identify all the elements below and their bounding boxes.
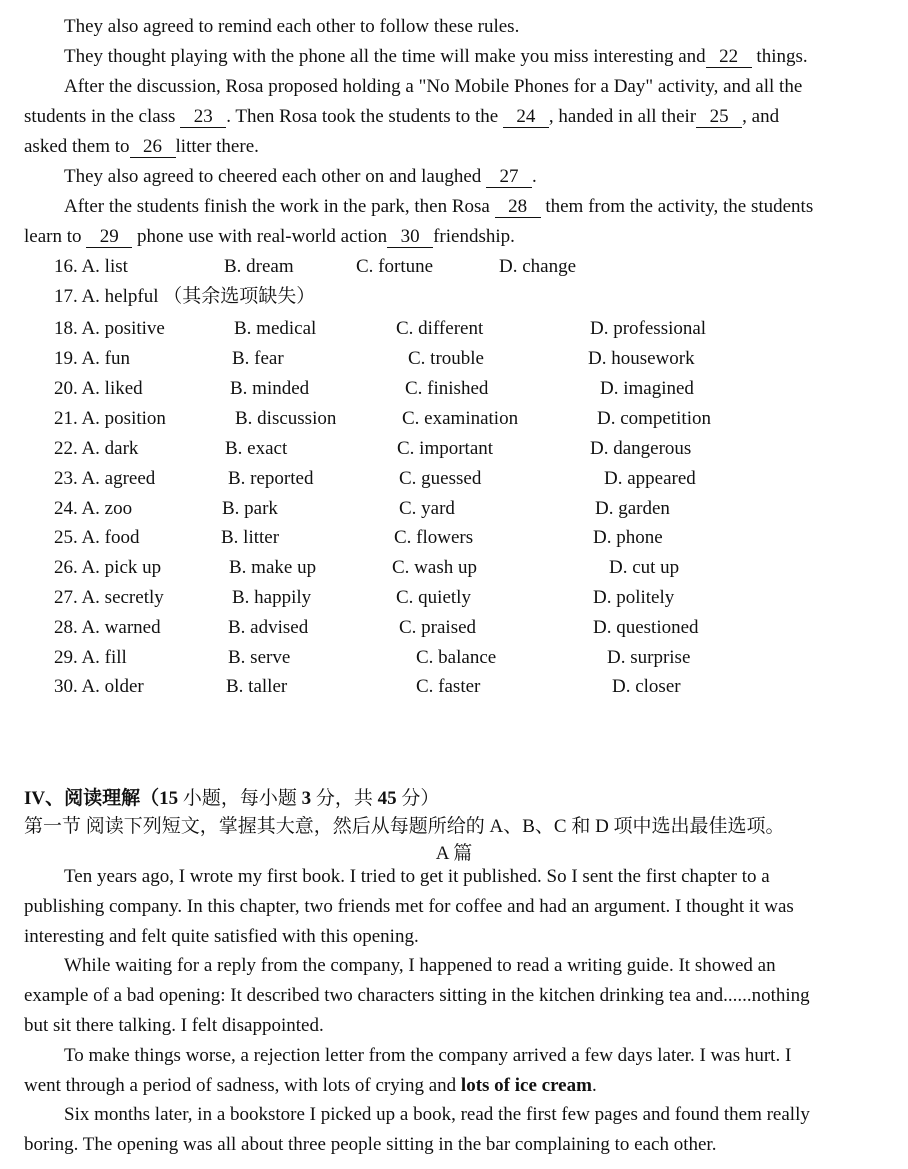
option-c: C. flowers — [394, 527, 474, 548]
option-row — [54, 494, 854, 524]
option-question: 22. A. dark — [54, 438, 139, 459]
reading-text: Ten years ago, I wrote my first book. I tried to get it published. So I sent the first chapter to a — [64, 866, 770, 887]
reading-line — [64, 862, 892, 892]
option-b: B. dream — [224, 256, 294, 277]
passage-text: things. — [751, 46, 808, 67]
passage-text: After the students finish the work in the park, then Rosa — [64, 196, 495, 217]
option-c: C. fortune — [356, 256, 434, 277]
reading-text: interesting and felt quite satisfied with this opening. — [24, 925, 419, 947]
reading-line — [24, 922, 892, 952]
passage-line-2 — [64, 42, 892, 72]
option-d: D. politely — [593, 587, 675, 608]
option-b: B. make up — [229, 557, 317, 578]
option-b: B. fear — [232, 348, 284, 369]
passage-text: , and — [742, 106, 780, 127]
passage-text: . Then Rosa took the students to the — [226, 106, 503, 127]
reading-line — [24, 1130, 892, 1160]
section-title-part: IV、阅读理解（ — [24, 788, 160, 809]
passage-line-4 — [24, 102, 892, 132]
option-row — [54, 374, 854, 404]
option-b: B. discussion — [235, 408, 337, 429]
option-b: B. medical — [234, 318, 317, 339]
option-c: C. balance — [416, 647, 497, 668]
section-title-part: 3 — [301, 788, 312, 809]
option-row — [54, 583, 854, 613]
reading-line — [24, 892, 892, 922]
passage-text: , handed in all their — [548, 106, 697, 127]
passage-text: learn to — [24, 226, 87, 247]
passage-text: After the discussion, Rosa proposed holding a "No Mobile Phones for a Day" activity, and all the — [64, 76, 803, 97]
option-d: D. surprise — [607, 647, 691, 668]
option-c: C. guessed — [399, 468, 482, 489]
option-d: D. imagined — [600, 378, 694, 399]
blank-30: 30 — [387, 227, 433, 248]
passage-text: them from the activity, the students — [540, 196, 814, 217]
option-row — [54, 314, 854, 344]
option-b: B. minded — [230, 378, 310, 399]
option-row — [54, 252, 854, 282]
option-row — [54, 613, 854, 643]
reading-text: Six months later, in a bookstore I picked up a book, read the first few pages and found them really — [64, 1104, 810, 1126]
reading-text: To make things worse, a rejection letter from the company arrived a few days later. I was hurt. I — [64, 1044, 792, 1066]
section-title-part: 45 — [377, 788, 397, 809]
option-row — [54, 553, 854, 583]
option-c: C. faster — [416, 676, 481, 697]
option-question: 23. A. agreed — [54, 468, 156, 489]
passage-text: . — [532, 166, 537, 187]
option-c: C. important — [397, 438, 494, 459]
section-title-part: 小题，每小题 — [178, 788, 302, 809]
blank-23: 23 — [180, 107, 226, 128]
option-b: B. taller — [226, 676, 288, 697]
part-title: A 篇 — [435, 843, 473, 864]
passage-line-5 — [24, 132, 892, 162]
option-d: D. cut up — [609, 557, 680, 578]
option-d: D. appeared — [604, 468, 696, 489]
option-d: D. garden — [595, 498, 670, 519]
blank-24: 24 — [503, 107, 549, 128]
option-b: B. litter — [221, 527, 280, 548]
option-b: B. serve — [228, 647, 291, 668]
blank-27: 27 — [486, 167, 532, 188]
option-question: 30. A. older — [54, 676, 144, 697]
option-question: 20. A. liked — [54, 378, 143, 399]
section-instruction: 第一节 阅读下列短文，掌握其大意，然后从每题所给的 A、B、C 和 D 项中选出最佳选项。 — [24, 816, 785, 837]
reading-text: While waiting for a reply from the company, I happened to read a writing guide. It showed an — [64, 955, 776, 977]
passage-text: friendship. — [433, 226, 515, 247]
passage-text: They also agreed to cheered each other on and laughed — [64, 166, 487, 187]
option-c: C. quietly — [396, 587, 471, 608]
option-row — [54, 643, 854, 673]
option-d: D. competition — [597, 408, 711, 429]
section-title — [24, 784, 892, 814]
option-b: B. exact — [225, 438, 288, 459]
option-row — [54, 404, 854, 434]
blank-28: 28 — [495, 197, 541, 218]
option-d: D. professional — [590, 318, 707, 339]
option-d: D. change — [499, 256, 577, 277]
passage-line-8 — [24, 222, 892, 252]
passage-line-6 — [64, 162, 892, 192]
blank-26: 26 — [130, 137, 176, 158]
option-c: C. examination — [402, 408, 519, 429]
option-c: C. different — [396, 318, 484, 339]
reading-line — [64, 1100, 892, 1130]
passage-text: students in the class — [24, 106, 181, 127]
reading-text: . — [591, 1074, 597, 1096]
option-question: 27. A. secretly — [54, 587, 164, 608]
option-d: D. phone — [593, 527, 663, 548]
reading-line — [64, 1041, 892, 1071]
passage-text: asked them to — [24, 136, 130, 157]
option-d: D. dangerous — [590, 438, 692, 459]
option-row — [54, 282, 854, 312]
option-question: 29. A. fill — [54, 647, 127, 668]
passage-line-3 — [64, 72, 892, 102]
passage-line-7 — [64, 192, 892, 222]
passage-text: They also agreed to remind each other to follow these rules. — [64, 16, 520, 37]
option-row — [54, 672, 854, 702]
option-d: D. questioned — [593, 617, 699, 638]
reading-line — [24, 1071, 892, 1101]
option-question: 17. A. helpful （其余选项缺失） — [54, 286, 316, 307]
option-c: C. yard — [399, 498, 455, 519]
option-row — [54, 434, 854, 464]
option-c: C. finished — [405, 378, 489, 399]
option-question: 19. A. fun — [54, 348, 130, 369]
passage-text: phone use with real-world action — [132, 226, 388, 247]
reading-line — [24, 981, 892, 1011]
blank-29: 29 — [86, 227, 132, 248]
section-title-part: 分） — [396, 788, 440, 809]
blank-22: 22 — [706, 47, 752, 68]
option-d: D. closer — [612, 676, 681, 697]
option-c: C. praised — [399, 617, 477, 638]
reading-text: boring. The opening was all about three people sitting in the bar complaining to each other. — [24, 1134, 717, 1156]
reading-text: publishing company. In this chapter, two friends met for coffee and had an argument. I thought it was — [24, 895, 794, 917]
option-b: B. happily — [232, 587, 312, 608]
passage-line-1 — [64, 12, 892, 42]
reading-line — [64, 951, 892, 981]
option-b: B. advised — [228, 617, 309, 638]
option-d: D. housework — [588, 348, 695, 369]
option-c: C. trouble — [408, 348, 484, 369]
reading-text: but sit there talking. I felt disappointed. — [24, 1015, 324, 1036]
reading-text: example of a bad opening: It described two characters sitting in the kitchen drinking tea and......nothing — [24, 985, 810, 1007]
option-b: B. park — [222, 498, 278, 519]
option-question: 16. A. list — [54, 256, 128, 277]
option-question: 18. A. positive — [54, 318, 165, 339]
option-question: 28. A. warned — [54, 617, 161, 638]
option-question: 26. A. pick up — [54, 557, 162, 578]
section-title-part: 15 — [159, 788, 179, 809]
option-question: 25. A. food — [54, 527, 140, 548]
option-b: B. reported — [228, 468, 314, 489]
option-question: 21. A. position — [54, 408, 166, 429]
passage-text: They thought playing with the phone all the time will make you miss interesting and — [64, 46, 706, 67]
option-row — [54, 464, 854, 494]
bold-phrase: lots of ice cream — [460, 1074, 592, 1096]
section-title-part: 分，共 — [311, 788, 378, 809]
reading-line — [24, 1011, 892, 1041]
option-question: 24. A. zoo — [54, 498, 133, 519]
option-c: C. wash up — [392, 557, 477, 578]
option-row — [54, 523, 854, 553]
passage-text: litter there. — [175, 136, 259, 157]
reading-text: went through a period of sadness, with lots of crying and — [24, 1074, 461, 1096]
blank-25: 25 — [696, 107, 742, 128]
option-row — [54, 344, 854, 374]
